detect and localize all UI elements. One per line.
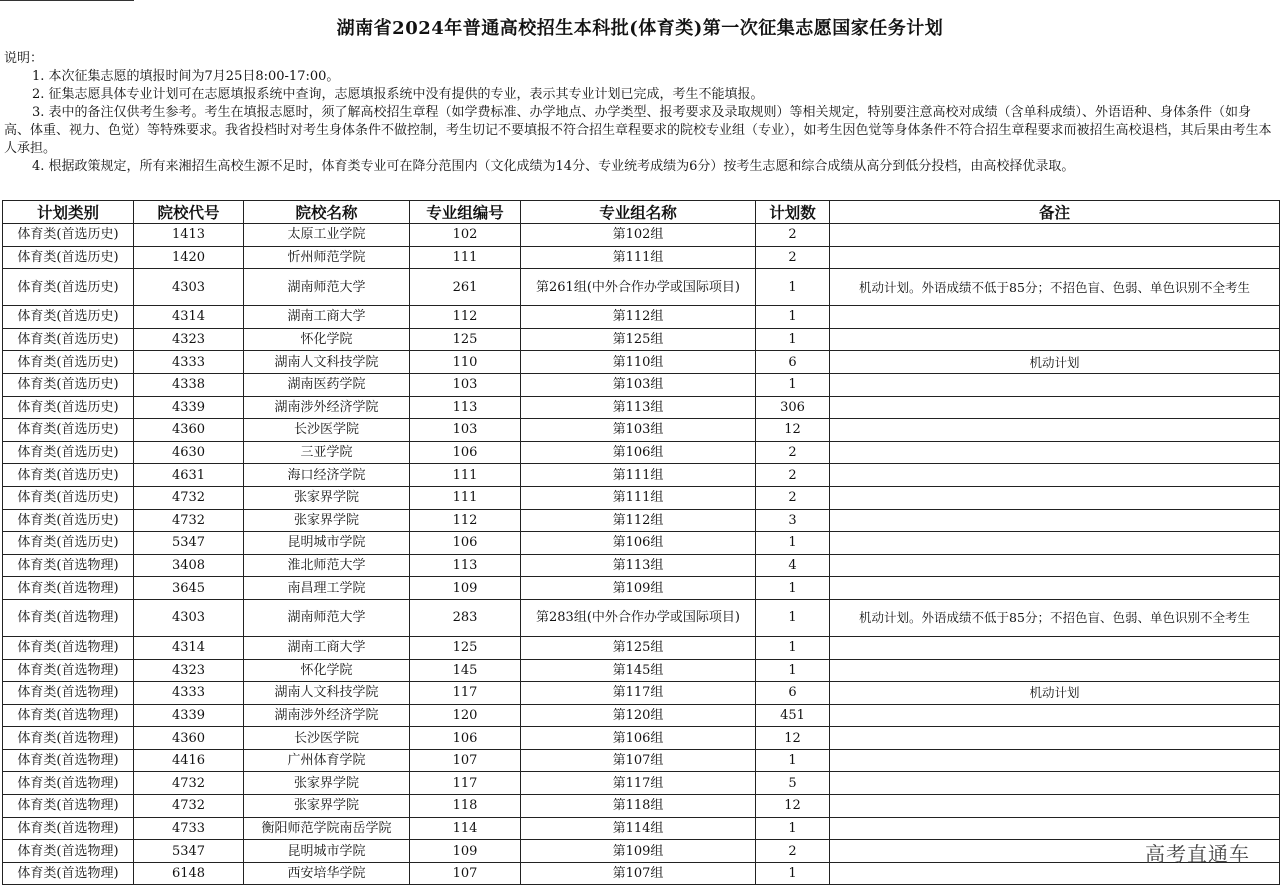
cell-school-code: 4303 — [134, 269, 244, 306]
cell-school-name: 海口经济学院 — [244, 464, 410, 487]
cell-plan-category: 体育类(首选物理) — [3, 749, 134, 772]
cell-group-name: 第103组 — [521, 373, 756, 396]
table-row — [3, 795, 1280, 818]
cell-school-name: 张家界学院 — [244, 795, 410, 818]
cell-group-name: 第110组 — [521, 351, 756, 374]
top-rule — [0, 0, 134, 1]
cell-school-name: 南昌理工学院 — [244, 577, 410, 600]
cell-group-number: 125 — [410, 636, 521, 659]
cell-plan-category: 体育类(首选物理) — [3, 636, 134, 659]
cell-plan-category: 体育类(首选物理) — [3, 554, 134, 577]
cell-school-name: 湖南涉外经济学院 — [244, 396, 410, 419]
table-row — [3, 246, 1280, 269]
table-row — [3, 419, 1280, 442]
cell-plan-count: 1 — [756, 306, 830, 329]
cell-school-code: 6148 — [134, 862, 244, 885]
cell-remark — [830, 577, 1280, 600]
cell-plan-count: 1 — [756, 862, 830, 885]
cell-school-name: 忻州师范学院 — [244, 246, 410, 269]
cell-remark — [830, 509, 1280, 532]
table-row — [3, 772, 1280, 795]
header-cell: 院校名称 — [244, 201, 410, 224]
cell-group-name: 第113组 — [521, 554, 756, 577]
cell-remark — [830, 727, 1280, 750]
cell-group-name: 第125组 — [521, 328, 756, 351]
header-cell: 专业组名称 — [521, 201, 756, 224]
cell-plan-category: 体育类(首选历史) — [3, 246, 134, 269]
cell-remark — [830, 636, 1280, 659]
cell-plan-category: 体育类(首选物理) — [3, 772, 134, 795]
cell-plan-count: 1 — [756, 817, 830, 840]
cell-school-name: 昆明城市学院 — [244, 840, 410, 863]
cell-group-name: 第109组 — [521, 840, 756, 863]
cell-school-name: 淮北师范大学 — [244, 554, 410, 577]
cell-group-name: 第117组 — [521, 772, 756, 795]
table-row — [3, 659, 1280, 682]
cell-group-name: 第102组 — [521, 224, 756, 247]
cell-plan-count: 2 — [756, 441, 830, 464]
cell-remark: 机动计划。外语成绩不低于85分；不招色盲、色弱、单色识别不全考生 — [830, 599, 1280, 636]
cell-school-code: 4360 — [134, 419, 244, 442]
cell-plan-category: 体育类(首选历史) — [3, 532, 134, 555]
header-cell: 院校代号 — [134, 201, 244, 224]
cell-school-name: 昆明城市学院 — [244, 532, 410, 555]
cell-school-code: 4360 — [134, 727, 244, 750]
header-cell: 专业组编号 — [410, 201, 521, 224]
cell-remark — [830, 246, 1280, 269]
cell-remark — [830, 419, 1280, 442]
cell-plan-category: 体育类(首选历史) — [3, 486, 134, 509]
cell-group-name: 第106组 — [521, 532, 756, 555]
cell-plan-count: 1 — [756, 659, 830, 682]
cell-plan-category: 体育类(首选物理) — [3, 795, 134, 818]
table-row — [3, 373, 1280, 396]
cell-remark: 机动计划 — [830, 682, 1280, 705]
cell-school-code: 4733 — [134, 817, 244, 840]
notes-heading: 说明： — [4, 51, 44, 66]
cell-school-code: 4732 — [134, 772, 244, 795]
cell-plan-count: 2 — [756, 246, 830, 269]
cell-plan-count: 6 — [756, 351, 830, 374]
table-row — [3, 682, 1280, 705]
cell-group-number: 113 — [410, 554, 521, 577]
cell-plan-category: 体育类(首选物理) — [3, 577, 134, 600]
table-row — [3, 599, 1280, 636]
table-row — [3, 464, 1280, 487]
cell-remark — [830, 306, 1280, 329]
cell-remark — [830, 659, 1280, 682]
cell-school-code: 4333 — [134, 682, 244, 705]
cell-group-name: 第261组(中外合作办学或国际项目) — [521, 269, 756, 306]
table-row — [3, 704, 1280, 727]
cell-remark — [830, 396, 1280, 419]
cell-plan-count: 3 — [756, 509, 830, 532]
cell-remark — [830, 704, 1280, 727]
table-row — [3, 532, 1280, 555]
cell-school-name: 长沙医学院 — [244, 727, 410, 750]
cell-plan-count: 306 — [756, 396, 830, 419]
cell-group-number: 107 — [410, 862, 521, 885]
cell-school-name: 长沙医学院 — [244, 419, 410, 442]
cell-plan-count: 12 — [756, 727, 830, 750]
cell-group-name: 第145组 — [521, 659, 756, 682]
cell-group-name: 第109组 — [521, 577, 756, 600]
note-item: 3. 表中的备注仅供考生参考。考生在填报志愿时，须了解高校招生章程（如学费标准、办学地点、办学类型、报考要求及录取规则）等相关规定，特别要注意高校对成绩（含单科成绩）、外语语种、身体条件（如身高、体重、视力、色觉）等特殊要求。我省投档时对考生身体条件不做控制，考生切记不要填报不符合招生章程要求的院校专业组（专业），如考生因色觉等身体条件不符合招生章程要求而被招生高校退档，其后果由考生本人承担。 — [4, 105, 1272, 156]
cell-group-name: 第111组 — [521, 464, 756, 487]
cell-remark — [830, 328, 1280, 351]
table-row — [3, 441, 1280, 464]
cell-group-number: 113 — [410, 396, 521, 419]
cell-remark — [830, 532, 1280, 555]
cell-group-number: 102 — [410, 224, 521, 247]
table-row — [3, 554, 1280, 577]
table-row — [3, 577, 1280, 600]
cell-group-name: 第107组 — [521, 862, 756, 885]
cell-group-number: 110 — [410, 351, 521, 374]
cell-school-code: 4314 — [134, 636, 244, 659]
cell-group-number: 106 — [410, 727, 521, 750]
cell-plan-count: 1 — [756, 599, 830, 636]
cell-school-name: 张家界学院 — [244, 772, 410, 795]
cell-school-name: 湖南师范大学 — [244, 269, 410, 306]
table-row — [3, 224, 1280, 247]
cell-group-number: 261 — [410, 269, 521, 306]
table-row — [3, 306, 1280, 329]
cell-school-name: 怀化学院 — [244, 659, 410, 682]
cell-group-number: 112 — [410, 306, 521, 329]
cell-plan-category: 体育类(首选物理) — [3, 727, 134, 750]
table-header-row — [3, 201, 1280, 224]
cell-school-name: 衡阳师范学院南岳学院 — [244, 817, 410, 840]
cell-remark — [830, 224, 1280, 247]
cell-group-name: 第125组 — [521, 636, 756, 659]
cell-school-code: 4333 — [134, 351, 244, 374]
cell-group-number: 111 — [410, 464, 521, 487]
cell-plan-count: 2 — [756, 224, 830, 247]
table-row — [3, 817, 1280, 840]
table-row — [3, 351, 1280, 374]
cell-group-number: 109 — [410, 840, 521, 863]
cell-school-code: 4339 — [134, 704, 244, 727]
cell-group-name: 第106组 — [521, 441, 756, 464]
cell-school-code: 4732 — [134, 509, 244, 532]
cell-school-code: 4732 — [134, 486, 244, 509]
cell-school-name: 湖南医药学院 — [244, 373, 410, 396]
cell-school-code: 4338 — [134, 373, 244, 396]
cell-group-name: 第112组 — [521, 306, 756, 329]
cell-plan-count: 2 — [756, 464, 830, 487]
cell-school-code: 3645 — [134, 577, 244, 600]
watermark: 高考直通车 — [1145, 842, 1250, 866]
cell-group-number: 114 — [410, 817, 521, 840]
cell-school-code: 4314 — [134, 306, 244, 329]
cell-school-code: 4323 — [134, 328, 244, 351]
note-item: 2. 征集志愿具体专业计划可在志愿填报系统中查询，志愿填报系统中没有提供的专业，表示其专业计划已完成，考生不能填报。 — [32, 87, 764, 102]
cell-group-number: 107 — [410, 749, 521, 772]
header-cell: 计划数 — [756, 201, 830, 224]
cell-plan-category: 体育类(首选物理) — [3, 704, 134, 727]
cell-plan-category: 体育类(首选物理) — [3, 599, 134, 636]
cell-group-number: 125 — [410, 328, 521, 351]
table-row — [3, 486, 1280, 509]
cell-school-code: 1413 — [134, 224, 244, 247]
table-row — [3, 396, 1280, 419]
cell-school-code: 3408 — [134, 554, 244, 577]
cell-school-code: 4323 — [134, 659, 244, 682]
cell-plan-category: 体育类(首选历史) — [3, 373, 134, 396]
cell-remark — [830, 441, 1280, 464]
cell-group-number: 283 — [410, 599, 521, 636]
cell-school-code: 4630 — [134, 441, 244, 464]
table-row — [3, 727, 1280, 750]
cell-group-name: 第118组 — [521, 795, 756, 818]
cell-plan-category: 体育类(首选物理) — [3, 659, 134, 682]
cell-remark: 机动计划。外语成绩不低于85分；不招色盲、色弱、单色识别不全考生 — [830, 269, 1280, 306]
cell-remark — [830, 795, 1280, 818]
cell-school-name: 怀化学院 — [244, 328, 410, 351]
cell-plan-count: 1 — [756, 328, 830, 351]
cell-school-name: 三亚学院 — [244, 441, 410, 464]
cell-plan-count: 6 — [756, 682, 830, 705]
cell-plan-count: 4 — [756, 554, 830, 577]
cell-school-name: 湖南工商大学 — [244, 306, 410, 329]
cell-group-number: 120 — [410, 704, 521, 727]
cell-plan-count: 12 — [756, 419, 830, 442]
cell-remark — [830, 772, 1280, 795]
cell-plan-count: 1 — [756, 269, 830, 306]
cell-group-number: 103 — [410, 419, 521, 442]
cell-remark — [830, 749, 1280, 772]
cell-remark: 机动计划 — [830, 351, 1280, 374]
header-cell: 计划类别 — [3, 201, 134, 224]
cell-group-name: 第112组 — [521, 509, 756, 532]
cell-group-number: 103 — [410, 373, 521, 396]
cell-school-code: 1420 — [134, 246, 244, 269]
cell-school-code: 4631 — [134, 464, 244, 487]
cell-plan-count: 5 — [756, 772, 830, 795]
cell-plan-count: 12 — [756, 795, 830, 818]
page-title: 湖南省2024年普通高校招生本科批(体育类)第一次征集志愿国家任务计划 — [336, 18, 944, 39]
cell-group-name: 第107组 — [521, 749, 756, 772]
cell-plan-count: 1 — [756, 636, 830, 659]
table-row — [3, 862, 1280, 885]
cell-plan-count: 2 — [756, 840, 830, 863]
table-row — [3, 636, 1280, 659]
cell-group-name: 第120组 — [521, 704, 756, 727]
cell-group-name: 第113组 — [521, 396, 756, 419]
cell-school-name: 湖南人文科技学院 — [244, 682, 410, 705]
cell-school-code: 5347 — [134, 840, 244, 863]
cell-group-number: 106 — [410, 532, 521, 555]
cell-group-number: 109 — [410, 577, 521, 600]
cell-plan-category: 体育类(首选历史) — [3, 328, 134, 351]
cell-school-code: 4416 — [134, 749, 244, 772]
cell-remark — [830, 464, 1280, 487]
cell-group-name: 第283组(中外合作办学或国际项目) — [521, 599, 756, 636]
cell-group-number: 111 — [410, 246, 521, 269]
note-item: 1. 本次征集志愿的填报时间为7月25日8:00-17:00。 — [32, 69, 340, 84]
cell-school-code: 4339 — [134, 396, 244, 419]
cell-school-name: 广州体育学院 — [244, 749, 410, 772]
cell-school-code: 5347 — [134, 532, 244, 555]
cell-plan-count: 1 — [756, 577, 830, 600]
cell-group-number: 145 — [410, 659, 521, 682]
cell-plan-category: 体育类(首选历史) — [3, 509, 134, 532]
cell-school-name: 西安培华学院 — [244, 862, 410, 885]
cell-school-name: 张家界学院 — [244, 486, 410, 509]
cell-school-code: 4303 — [134, 599, 244, 636]
cell-plan-category: 体育类(首选历史) — [3, 269, 134, 306]
table-body — [3, 224, 1280, 885]
cell-plan-category: 体育类(首选历史) — [3, 419, 134, 442]
cell-group-number: 118 — [410, 795, 521, 818]
cell-plan-category: 体育类(首选历史) — [3, 224, 134, 247]
cell-plan-category: 体育类(首选历史) — [3, 464, 134, 487]
note-item: 4. 根据政策规定，所有来湘招生高校生源不足时，体育类专业可在降分范围内（文化成绩为14分、专业统考成绩为6分）按考生志愿和综合成绩从高分到低分投档，由高校择优录取。 — [32, 159, 1075, 174]
cell-plan-count: 2 — [756, 486, 830, 509]
cell-plan-count: 451 — [756, 704, 830, 727]
cell-plan-category: 体育类(首选物理) — [3, 840, 134, 863]
cell-remark — [830, 554, 1280, 577]
cell-group-name: 第114组 — [521, 817, 756, 840]
cell-group-number: 106 — [410, 441, 521, 464]
cell-plan-count: 1 — [756, 749, 830, 772]
cell-school-name: 湖南工商大学 — [244, 636, 410, 659]
table-row — [3, 269, 1280, 306]
cell-plan-count: 1 — [756, 373, 830, 396]
cell-group-number: 117 — [410, 682, 521, 705]
cell-remark — [830, 373, 1280, 396]
cell-group-name: 第111组 — [521, 246, 756, 269]
cell-school-code: 4732 — [134, 795, 244, 818]
cell-plan-category: 体育类(首选历史) — [3, 441, 134, 464]
cell-plan-category: 体育类(首选历史) — [3, 396, 134, 419]
table-row — [3, 840, 1280, 863]
cell-plan-count: 1 — [756, 532, 830, 555]
cell-plan-category: 体育类(首选物理) — [3, 682, 134, 705]
cell-remark — [830, 817, 1280, 840]
cell-plan-category: 体育类(首选历史) — [3, 306, 134, 329]
cell-school-name: 湖南涉外经济学院 — [244, 704, 410, 727]
cell-plan-category: 体育类(首选物理) — [3, 817, 134, 840]
cell-remark — [830, 486, 1280, 509]
notes-section — [4, 50, 1276, 176]
cell-group-name: 第111组 — [521, 486, 756, 509]
cell-group-name: 第117组 — [521, 682, 756, 705]
cell-group-number: 117 — [410, 772, 521, 795]
cell-school-name: 张家界学院 — [244, 509, 410, 532]
plan-table — [2, 200, 1280, 885]
cell-plan-category: 体育类(首选物理) — [3, 862, 134, 885]
header-cell: 备注 — [830, 201, 1280, 224]
table-row — [3, 749, 1280, 772]
cell-school-name: 湖南人文科技学院 — [244, 351, 410, 374]
cell-group-name: 第103组 — [521, 419, 756, 442]
cell-group-number: 111 — [410, 486, 521, 509]
cell-school-name: 太原工业学院 — [244, 224, 410, 247]
cell-school-name: 湖南师范大学 — [244, 599, 410, 636]
cell-group-name: 第106组 — [521, 727, 756, 750]
cell-plan-category: 体育类(首选历史) — [3, 351, 134, 374]
table-row — [3, 328, 1280, 351]
cell-group-number: 112 — [410, 509, 521, 532]
table-row — [3, 509, 1280, 532]
